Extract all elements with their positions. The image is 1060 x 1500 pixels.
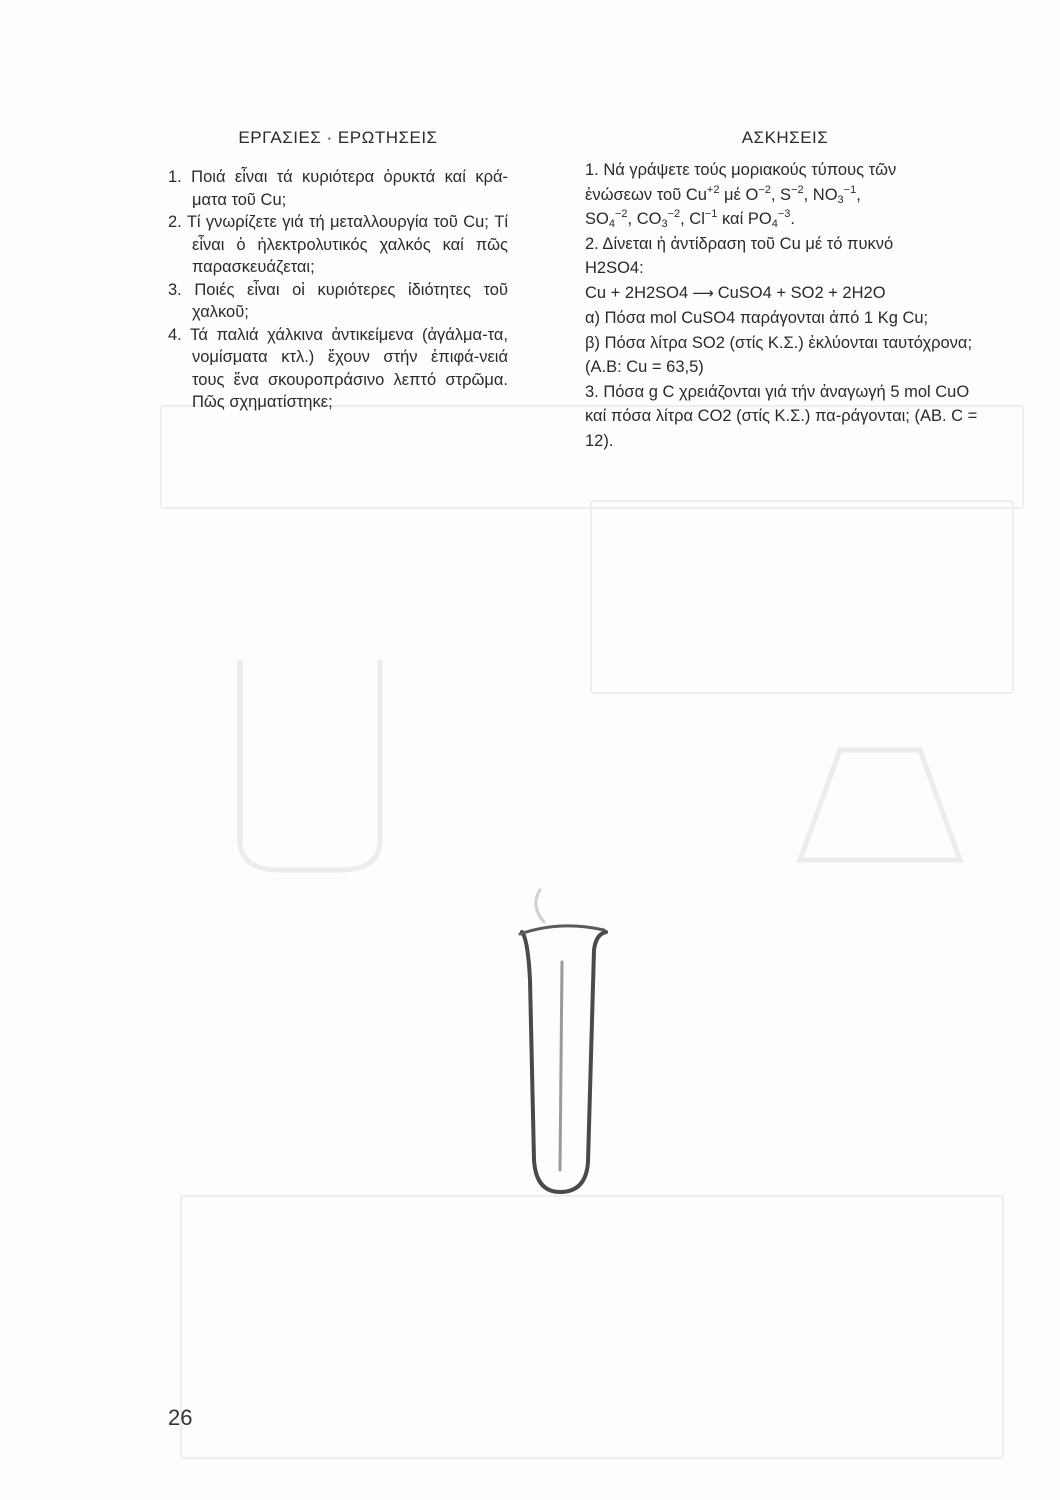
page-number: 26 <box>168 1405 193 1430</box>
exercise-1-line: 1. Νά γράψετε τούς μοριακούς τύπους τῶν <box>585 161 897 179</box>
bleed-through-frame <box>590 500 1014 694</box>
chemical-equation: Cu + 2H2SO4 ⟶ CuSO4 + SO2 + 2H2O <box>585 281 985 307</box>
questions-section <box>168 128 508 414</box>
bleed-through-illustration <box>780 720 980 880</box>
exercise-3: 3. Πόσα g C χρειάζονται γιά τήν ἀναγωγή 5 mol CuO καί πόσα λίτρα CO2 (στίς Κ.Σ.) πα-ράγονται; (ΑΒ. C = 12). <box>585 382 978 450</box>
exercises-section <box>585 128 985 453</box>
exercise-2-line: 2. Δίνεται ἡ ἀντίδραση τοῦ Cu μέ τό πυκνό <box>585 234 894 253</box>
test-tube-drawing <box>500 870 620 1200</box>
question-item: 3. Ποιές εἶναι οἱ κυριότερες ἰδιότητες τοῦ χαλκοῦ; <box>168 280 508 321</box>
questions-heading: ΕΡΓΑΣΙΕΣ · ΕΡΩΤΗΣΕΙΣ <box>238 128 438 147</box>
exercise-2b: β) Πόσα λίτρα SO2 (στίς Κ.Σ.) ἐκλύονται ταυτόχρονα; (Α.Β: Cu = 63,5) <box>585 333 973 376</box>
bleed-through-illustration <box>220 640 400 880</box>
question-item: 1. Ποιά εἶναι τά κυριότερα ὀρυκτά καί κρά-ματα τοῦ Cu; <box>168 168 508 209</box>
question-item: 2. Τί γνωρίζετε γιά τή μεταλλουργία τοῦ Cu; Τί εἶναι ὁ ἠλεκτρολυτικός χαλκός καί πῶς παρασκευάζεται; <box>168 213 508 276</box>
exercise-1-ions: $SO_4^{-2}$, $CO_3^{-2}$, $Cl^{-1}$ καί $PO_4^{-3}$. <box>585 208 795 230</box>
exercise-2-reactant: H2SO4: <box>585 259 644 277</box>
exercises-heading: ΑΣΚΗΣΕΙΣ <box>741 128 829 147</box>
exercise-2a: α) Πόσα mol CuSO4 παράγονται ἀπό 1 Kg Cu; <box>585 309 929 327</box>
question-item: 4. Τά παλιά χάλκινα ἀντικείμενα (ἀγάλμα-τα, νομίσματα κτλ.) ἔχουν στήν ἐπιφά-νειά τους ἕνα σκουροπράσινο λεπτό στρῶμα. Πῶς σχηματίστηκε; <box>168 325 508 411</box>
bleed-through-frame <box>180 1195 1004 1459</box>
reaction-arrow-icon: ⟶ <box>692 284 714 302</box>
exercise-1-ions: ἐνώσεων τοῦ $Cu^{+2}$ μέ $O^{-2}$, $S^{-2}$, $NO_3^{-1}$, <box>585 183 861 206</box>
